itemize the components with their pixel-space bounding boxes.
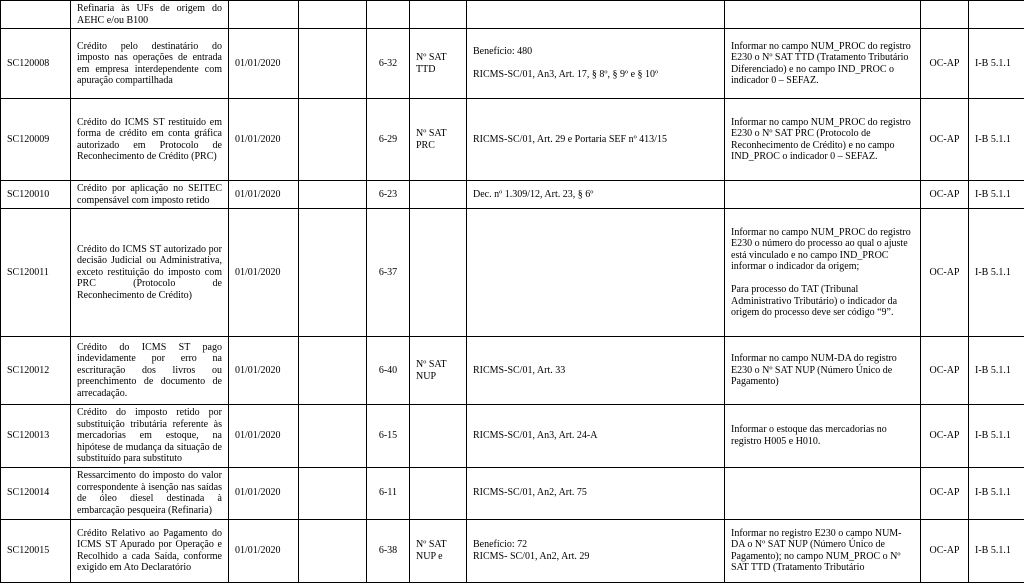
- reference-code: 6-40: [367, 337, 410, 405]
- blank-cell: [299, 1, 367, 29]
- reference-code: 6-15: [367, 405, 410, 468]
- start-date: 01/01/2020: [229, 181, 299, 209]
- start-date: 01/01/2020: [229, 99, 299, 181]
- legal-basis: RICMS-SC/01, Art. 33: [467, 337, 725, 405]
- table-row: [1, 1, 1024, 29]
- table-row: [1, 337, 1024, 405]
- manual-item: I-B 5.1.1: [969, 337, 1024, 405]
- legal-basis: [467, 1, 725, 29]
- instructions: [725, 467, 921, 519]
- reference-code: 6-11: [367, 467, 410, 519]
- sat-document: [410, 181, 467, 209]
- occurrence-type: [921, 1, 969, 29]
- start-date: 01/01/2020: [229, 519, 299, 582]
- reference-code: 6-38: [367, 519, 410, 582]
- table-row: [1, 405, 1024, 468]
- blank-cell: [299, 337, 367, 405]
- adjustment-code: [1, 1, 71, 29]
- occurrence-type: OC-AP: [921, 519, 969, 582]
- reference-code: [367, 1, 410, 29]
- start-date: 01/01/2020: [229, 467, 299, 519]
- legal-basis: Benefício: 72 RICMS- SC/01, An2, Art. 29: [467, 519, 725, 582]
- legal-basis: RICMS-SC/01, Art. 29 e Portaria SEF nº 413/15: [467, 99, 725, 181]
- manual-item: I-B 5.1.1: [969, 467, 1024, 519]
- adjustment-code: SC120008: [1, 29, 71, 99]
- legal-basis: [467, 209, 725, 337]
- sat-document: Nº SAT PRC: [410, 99, 467, 181]
- reference-code: 6-29: [367, 99, 410, 181]
- instructions: Informar no registro E230 o campo NUM-DA o Nº SAT NUP (Número Único de Pagamento); no campo NUM_PROC o Nº SAT TTD (Tratamento Tributário: [725, 519, 921, 582]
- occurrence-type: OC-AP: [921, 405, 969, 468]
- adjustment-code: SC120009: [1, 99, 71, 181]
- table-row: [1, 181, 1024, 209]
- adjustment-code: SC120011: [1, 209, 71, 337]
- manual-item: I-B 5.1.1: [969, 209, 1024, 337]
- adjustment-code: SC120010: [1, 181, 71, 209]
- adjustment-description: Crédito do imposto retido por substituição tributária referente às mercadorias em estoque, na hipótese de mudança da situação de substituído para substituto: [71, 405, 229, 468]
- start-date: 01/01/2020: [229, 209, 299, 337]
- occurrence-type: OC-AP: [921, 467, 969, 519]
- table-row: [1, 29, 1024, 99]
- sat-document: [410, 467, 467, 519]
- sat-document: Nº SAT NUP: [410, 337, 467, 405]
- adjustment-description: Crédito por aplicação no SEITEC compensável com imposto retido: [71, 181, 229, 209]
- start-date: [229, 1, 299, 29]
- instructions: [725, 181, 921, 209]
- adjustment-description: Crédito Relativo ao Pagamento do ICMS ST Apurado por Operação e Recolhido a cada Saída, conforme exigido em Ato Declaratório: [71, 519, 229, 582]
- instructions: Informar no campo NUM_PROC do registro E230 o Nº SAT TTD (Tratamento Tributário Diferenciado) e no campo IND_PROC o indicador 0 – SEFAZ.: [725, 29, 921, 99]
- reference-code: 6-32: [367, 29, 410, 99]
- table-row: [1, 467, 1024, 519]
- occurrence-type: OC-AP: [921, 99, 969, 181]
- sat-document: Nº SAT NUP e: [410, 519, 467, 582]
- start-date: 01/01/2020: [229, 337, 299, 405]
- occurrence-type: OC-AP: [921, 29, 969, 99]
- occurrence-type: OC-AP: [921, 337, 969, 405]
- instructions: Informar o estoque das mercadorias no registro H005 e H010.: [725, 405, 921, 468]
- blank-cell: [299, 99, 367, 181]
- reference-code: 6-37: [367, 209, 410, 337]
- blank-cell: [299, 519, 367, 582]
- adjustment-description: Crédito do ICMS ST pago indevidamente por erro na escrituração dos livros ou preenchimento de documento de arrecadação.: [71, 337, 229, 405]
- manual-item: I-B 5.1.1: [969, 405, 1024, 468]
- legal-basis: Benefício: 480 RICMS-SC/01, An3, Art. 17, § 8º, § 9º e § 10º: [467, 29, 725, 99]
- manual-item: I-B 5.1.1: [969, 519, 1024, 582]
- legal-basis: Dec. nº 1.309/12, Art. 23, § 6º: [467, 181, 725, 209]
- instructions: [725, 1, 921, 29]
- adjustment-description: Crédito do ICMS ST restituído em forma de crédito em conta gráfica autorizado em Protocolo de Reconhecimento de Crédito (PRC): [71, 99, 229, 181]
- blank-cell: [299, 467, 367, 519]
- sat-document: [410, 405, 467, 468]
- adjustment-description: Crédito pelo destinatário do imposto nas operações de entrada em empresa interdependente com apuração compartilhada: [71, 29, 229, 99]
- occurrence-type: OC-AP: [921, 209, 969, 337]
- start-date: 01/01/2020: [229, 29, 299, 99]
- blank-cell: [299, 29, 367, 99]
- sat-document: [410, 1, 467, 29]
- sat-document: [410, 209, 467, 337]
- instructions: Informar no campo NUM_PROC do registro E230 o número do processo ao qual o ajuste está vinculado e no campo IND_PROC informar o indicador da origem; Para processo do TAT (Tribunal Administrativo Tributário) o indicador da origem do processo deve ser código “9”.: [725, 209, 921, 337]
- instructions: Informar no campo NUM-DA do registro E230 o Nº SAT NUP (Número Único de Pagamento): [725, 337, 921, 405]
- sat-document: Nº SAT TTD: [410, 29, 467, 99]
- manual-item: [969, 1, 1024, 29]
- adjustment-code: SC120014: [1, 467, 71, 519]
- legal-basis: RICMS-SC/01, An2, Art. 75: [467, 467, 725, 519]
- blank-cell: [299, 405, 367, 468]
- manual-item: I-B 5.1.1: [969, 29, 1024, 99]
- instructions: Informar no campo NUM_PROC do registro E230 o Nº SAT PRC (Protocolo de Reconhecimento de Crédito) e no campo IND_PROC o indicador 0 – SEFAZ.: [725, 99, 921, 181]
- table-row: [1, 99, 1024, 181]
- adjustment-description: Ressarcimento do imposto do valor correspondente à isenção nas saídas de óleo diesel destinada à embarcação pesqueira (Refinaria): [71, 467, 229, 519]
- adjustment-code: SC120012: [1, 337, 71, 405]
- reference-code: 6-23: [367, 181, 410, 209]
- table-body: [1, 1, 1024, 583]
- table-row: [1, 209, 1024, 337]
- blank-cell: [299, 181, 367, 209]
- manual-item: I-B 5.1.1: [969, 99, 1024, 181]
- blank-cell: [299, 209, 367, 337]
- adjustment-description: Crédito do ICMS ST autorizado por decisão Judicial ou Administrativa, exceto restituição do imposto com PRC (Protocolo de Reconhecimento de Crédito): [71, 209, 229, 337]
- adjustment-description: Refinaria às UFs de origem do AEHC e/ou B100: [71, 1, 229, 29]
- legal-basis: RICMS-SC/01, An3, Art. 24-A: [467, 405, 725, 468]
- table-row: [1, 519, 1024, 582]
- start-date: 01/01/2020: [229, 405, 299, 468]
- adjustment-code: SC120015: [1, 519, 71, 582]
- manual-item: I-B 5.1.1: [969, 181, 1024, 209]
- adjustment-code: SC120013: [1, 405, 71, 468]
- occurrence-type: OC-AP: [921, 181, 969, 209]
